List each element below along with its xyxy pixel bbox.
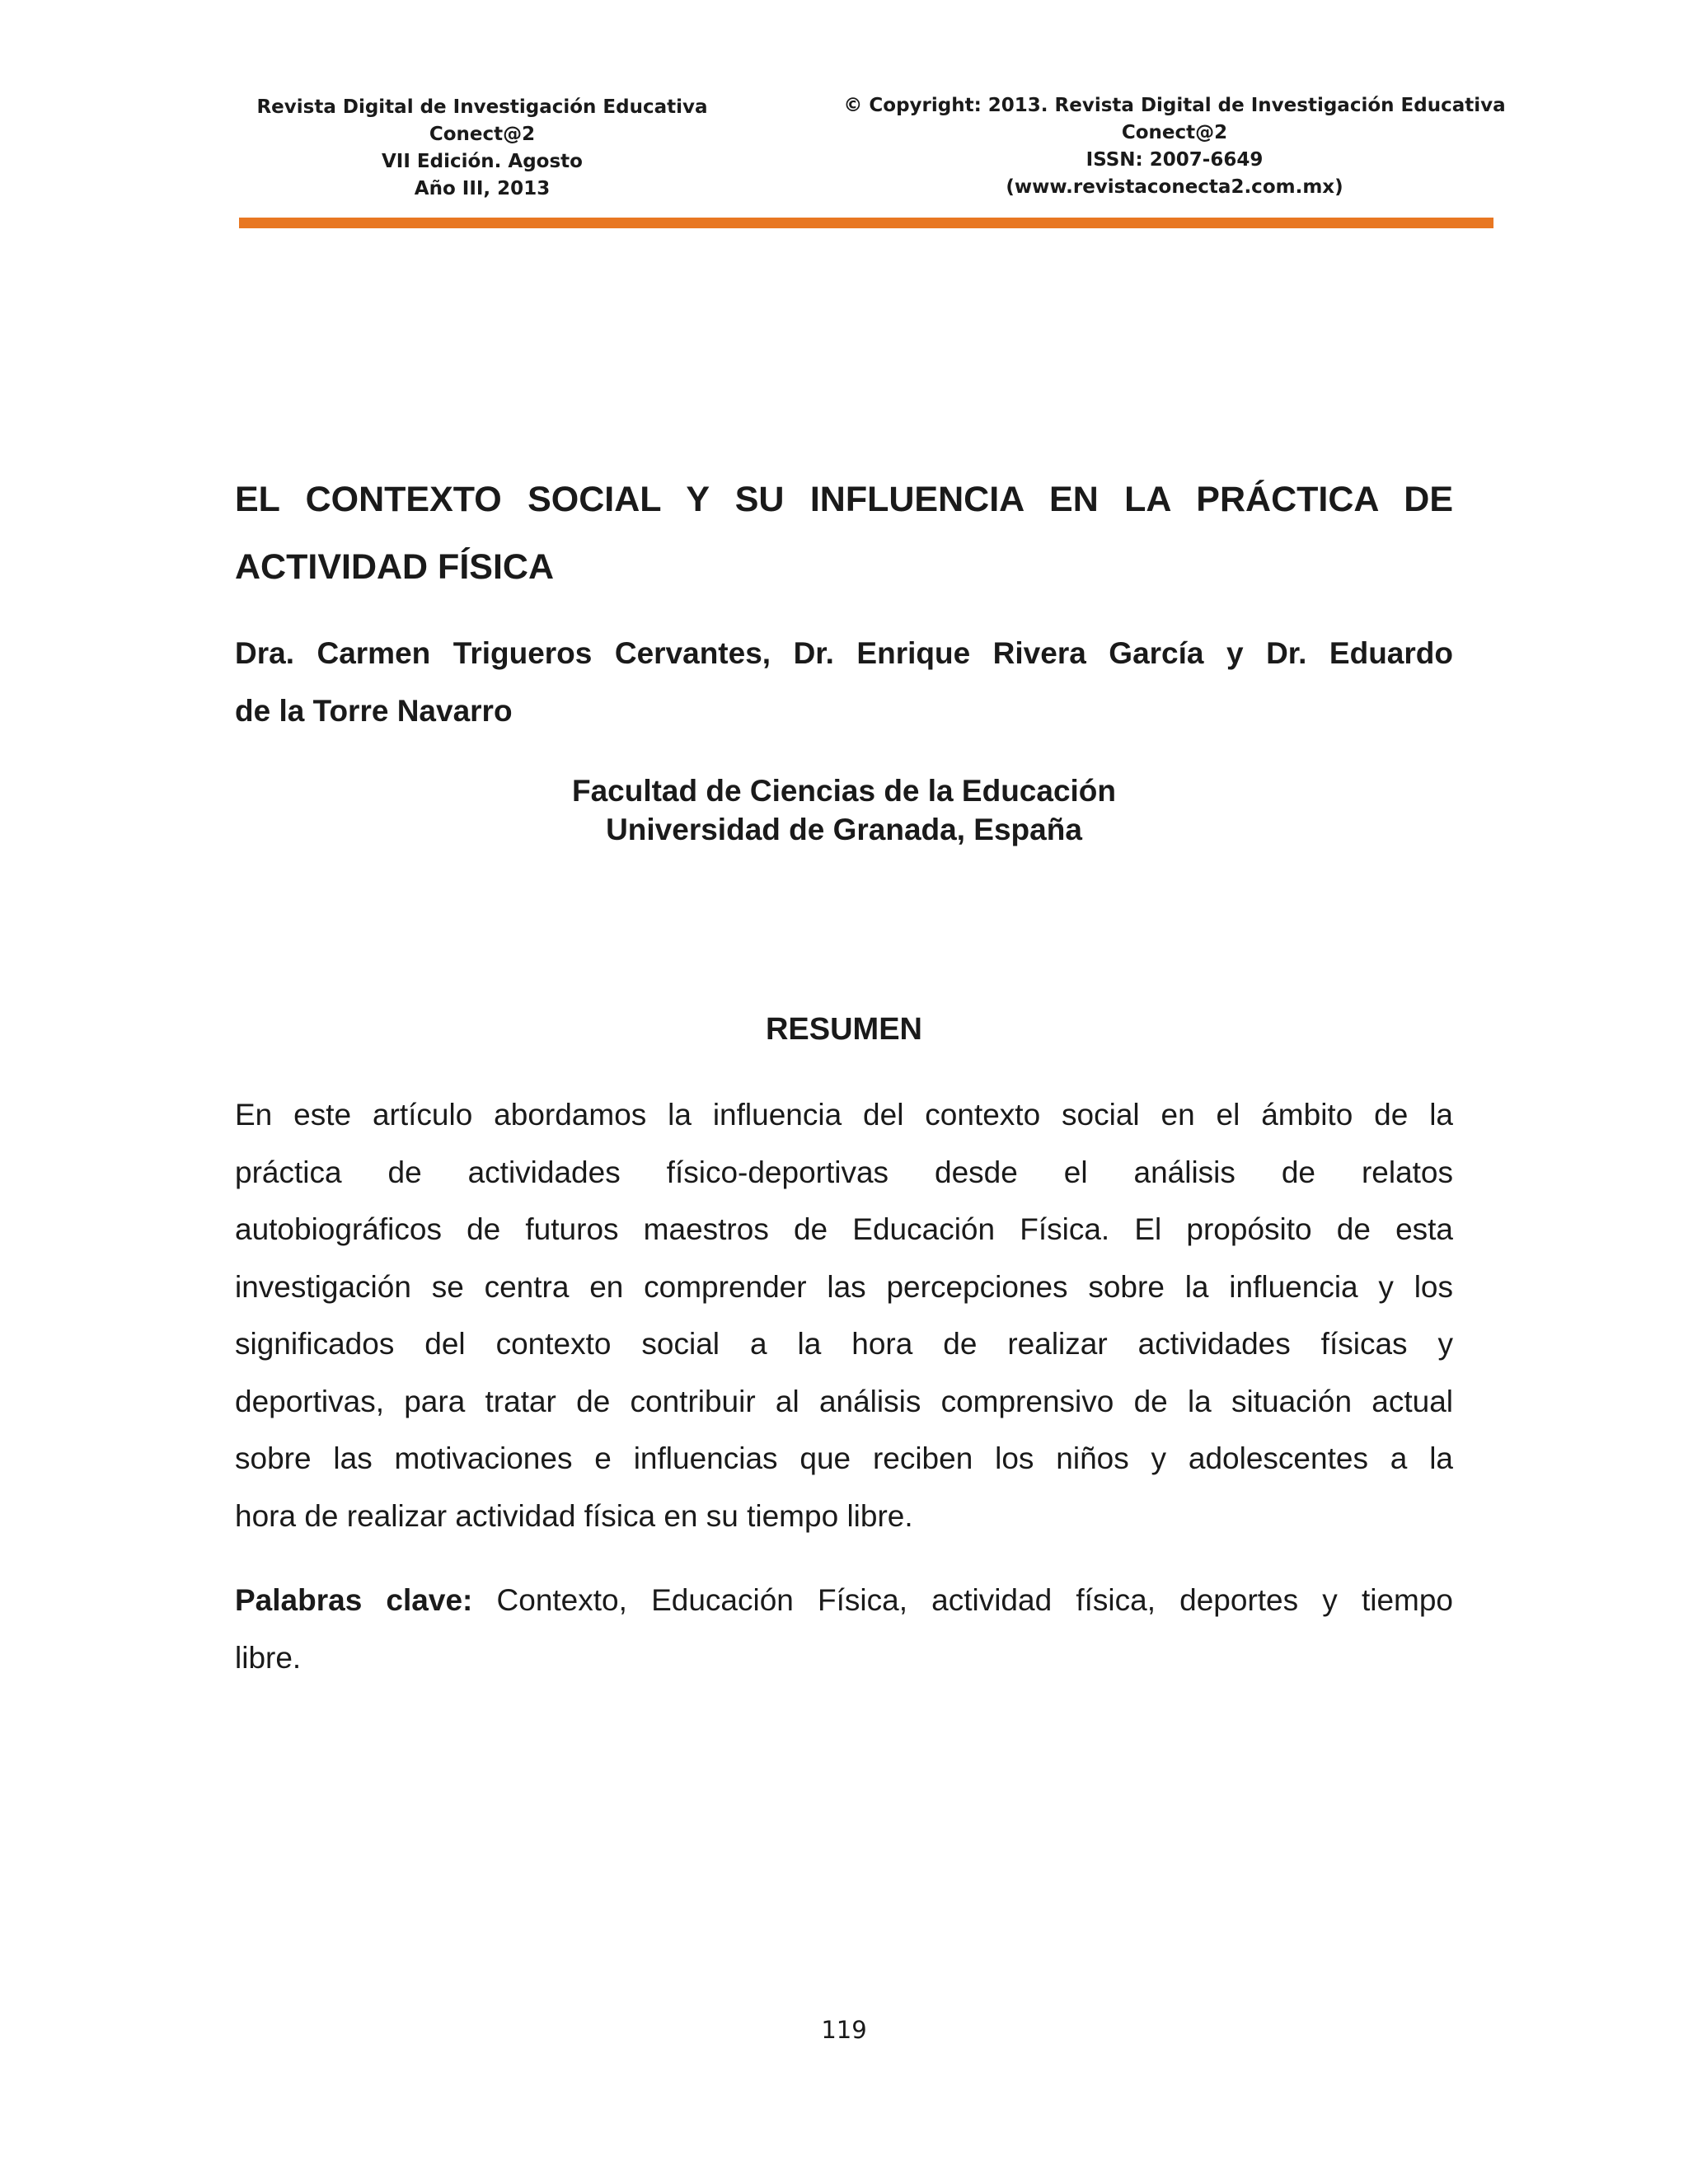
keywords-label: Palabras clave: [235,1583,473,1617]
authors-line: de la Torre Navarro [235,694,513,728]
abstract-heading: RESUMEN [765,1012,923,1047]
authors-line: Dra. Carmen Trigueros Cervantes, Dr. Enrique Rivera García y Dr. Eduardo [235,636,1453,670]
header-divider [239,218,1493,228]
author-affiliation [235,771,1453,849]
page-number: 119 [821,2016,867,2044]
abstract-line: deportivas, para tratar de contribuir al análisis comprensivo de la situación actual [235,1384,1453,1418]
journal-title: Revista Digital de Investigación Educativa [256,96,708,118]
journal-header-right [816,92,1533,201]
affiliation-university: Universidad de Granada, España [606,813,1082,846]
issn-line: ISSN: 2007-6649 [1085,149,1264,171]
abstract-line: autobiográficos de futuros maestros de Educación Física. El propósito de esta [235,1212,1453,1246]
abstract-line: investigación se centra en comprender las percepciones sobre la influencia y los [235,1269,1453,1304]
keywords-line [235,1572,1453,1629]
journal-url: (www.revistaconecta2.com.mx) [1006,176,1343,198]
article-title [235,466,1453,601]
journal-name: Conect@2 [429,124,536,145]
affiliation-faculty: Facultad de Ciencias de la Educación [571,774,1117,808]
keywords-paragraph [235,1572,1453,1686]
abstract-line: significados del contexto social a la hora de realizar actividades físicas y [235,1327,1453,1361]
title-line: ACTIVIDAD FÍSICA [235,547,554,587]
journal-name-right: Conect@2 [1121,122,1228,143]
abstract-line: En este artículo abordamos la influencia del contexto social en el ámbito de la [235,1098,1453,1132]
journal-header-left [239,94,725,203]
abstract-body [235,1086,1453,1544]
copyright-line: © Copyright: 2013. Revista Digital de Investigación Educativa [843,95,1506,116]
keywords-line: libre. [235,1640,302,1675]
keywords-text: Contexto, Educación Física, actividad física, deportes y tiempo [496,1583,1454,1617]
title-line: EL CONTEXTO SOCIAL Y SU INFLUENCIA EN LA PRÁCTICA DE [235,480,1453,519]
abstract-line: práctica de actividades físico-deportivas desde el análisis de relatos [235,1155,1453,1189]
abstract-line: sobre las motivaciones e influencias que reciben los niños y adolescentes a la [235,1441,1453,1475]
journal-edition: VII Edición. Agosto [382,151,583,172]
article-authors [235,625,1453,740]
journal-year: Año III, 2013 [414,178,551,199]
abstract-line: hora de realizar actividad física en su tiempo libre. [235,1498,913,1533]
